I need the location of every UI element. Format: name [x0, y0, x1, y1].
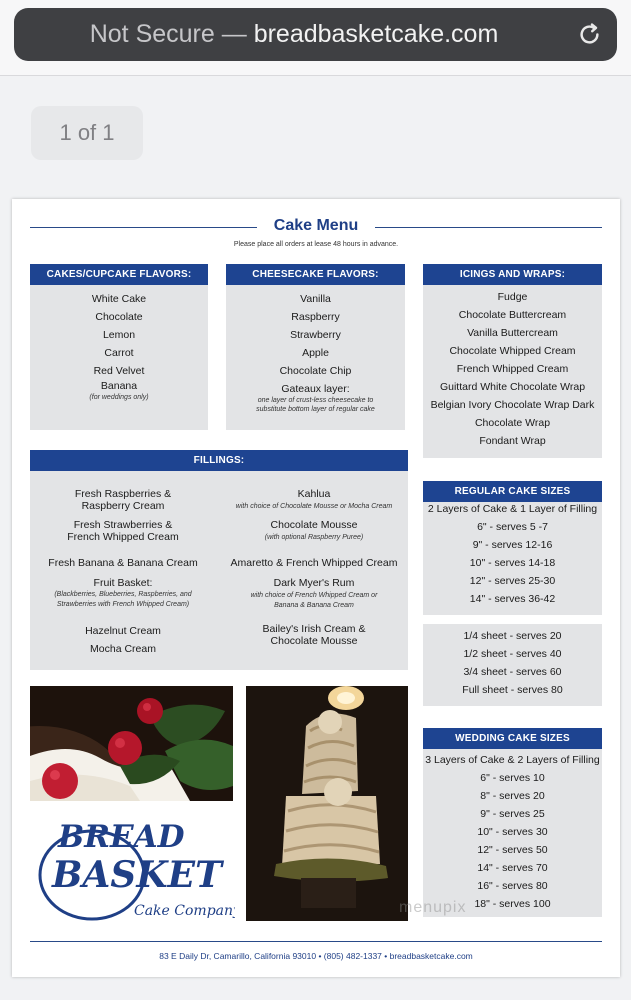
- list-item: 14" - serves 70: [477, 862, 548, 874]
- list-item: 6" - serves 5 -7: [477, 521, 548, 533]
- fillings-header: FILLINGS:: [30, 450, 408, 471]
- filling-item: Hazelnut Cream: [85, 625, 161, 637]
- list-item: Raspberry: [291, 311, 340, 323]
- list-item: Chocolate Chip: [279, 365, 352, 377]
- title-rule-right: [375, 227, 602, 228]
- list-item: 10" - serves 14-18: [469, 557, 556, 569]
- list-item: 16" - serves 80: [477, 880, 548, 892]
- filling-item: Amaretto & French Whipped Cream: [230, 557, 398, 569]
- list-item: 18" - serves 100: [474, 898, 551, 910]
- list-item: Banana: [100, 380, 138, 392]
- sizes-subtitle: 3 Layers of Cake & 2 Layers of Filling: [425, 754, 600, 766]
- raspberry-cake-photo: [30, 686, 233, 801]
- list-item: Fondant Wrap: [479, 435, 546, 447]
- filling-item: Fresh Strawberries &: [73, 519, 173, 531]
- list-item: 8" - serves 20: [480, 790, 545, 802]
- title-row: [30, 217, 602, 239]
- gateaux-note: substitute bottom layer of regular cake: [256, 406, 375, 413]
- filling-item: Fresh Banana & Banana Cream: [48, 557, 198, 569]
- list-item: Belgian Ivory Chocolate Wrap Dark: [430, 399, 595, 411]
- list-item: Strawberry: [290, 329, 341, 341]
- list-item: 9" - serves 25: [480, 808, 545, 820]
- wedding-sizes-header: WEDDING CAKE SIZES: [423, 728, 602, 749]
- page-indicator: 1 of 1: [31, 106, 143, 160]
- filling-item: Chocolate Mousse: [270, 635, 358, 647]
- rum-note: with choice of French Whipped Cream or: [250, 592, 378, 599]
- address-bar[interactable]: [14, 8, 617, 61]
- fruit-basket-note: Strawberries with French Whipped Cream): [56, 601, 190, 608]
- rum-note: Banana & Banana Cream: [274, 602, 354, 609]
- list-item: Guittard White Chocolate Wrap: [439, 381, 586, 393]
- list-item: 1/2 sheet - serves 40: [463, 648, 562, 660]
- chocolate-mousse-note: (with optional Raspberry Puree): [264, 534, 364, 541]
- icings-list: [423, 288, 602, 450]
- list-item: 14" - serves 36-42: [469, 593, 556, 605]
- list-item: 1/4 sheet - serves 20: [463, 630, 562, 642]
- cheesecake-flavors-header: CHEESECAKE FLAVORS:: [226, 264, 405, 285]
- filling-item: Bailey's Irish Cream &: [262, 623, 366, 635]
- filling-item: Chocolate Mousse: [270, 519, 358, 531]
- reload-icon[interactable]: [576, 21, 603, 48]
- bread-basket-logo: [30, 807, 235, 927]
- list-item: Apple: [302, 347, 329, 359]
- browser-toolbar: [0, 0, 631, 76]
- banana-note: (for weddings only): [89, 394, 149, 401]
- list-item: Full sheet - serves 80: [462, 684, 563, 696]
- list-item: 6" - serves 10: [480, 772, 545, 784]
- order-note: Please place all orders at lease 48 hours in advance.: [233, 241, 399, 248]
- list-item: Vanilla Buttercream: [467, 327, 558, 339]
- fruit-basket-note: (Blackberries, Blueberries, Raspberries, and: [54, 591, 192, 598]
- menu-document: [12, 199, 620, 977]
- wedding-sizes-list: [423, 751, 602, 913]
- url-text[interactable]: [14, 8, 574, 61]
- menu-title: Cake Menu: [273, 217, 359, 234]
- regular-sizes-header: REGULAR CAKE SIZES: [423, 481, 602, 502]
- list-item: French Whipped Cream: [456, 363, 569, 375]
- filling-item: Raspberry Cream: [81, 500, 165, 512]
- gateaux-note: one layer of crust-less cheesecake to: [257, 397, 374, 404]
- icings-header: ICINGS AND WRAPS:: [423, 264, 602, 285]
- footer-rule: [30, 941, 602, 942]
- list-item: Fudge: [497, 291, 528, 303]
- filling-item: French Whipped Cream: [67, 531, 179, 543]
- cake-flavors-header: CAKES/CUPCAKE FLAVORS:: [30, 264, 208, 285]
- list-item: 10" - serves 30: [477, 826, 548, 838]
- list-item: Red Velvet: [93, 365, 145, 377]
- cake-flavors-list: [30, 290, 208, 402]
- watermark: menupix: [399, 899, 467, 916]
- list-item: 12" - serves 50: [477, 844, 548, 856]
- list-item: Carrot: [104, 347, 134, 359]
- list-item: 12" - serves 25-30: [469, 575, 556, 587]
- url-separator: —: [214, 20, 254, 48]
- filling-item: Fresh Raspberries &: [74, 488, 172, 500]
- list-item: 9" - serves 12-16: [472, 539, 553, 551]
- list-item: Chocolate Whipped Cream: [449, 345, 576, 357]
- sheet-sizes-list: [423, 627, 602, 699]
- list-item: Vanilla: [300, 293, 331, 305]
- logo-line-basket: BASKET: [52, 854, 222, 896]
- filling-item: Kahlua: [297, 488, 331, 500]
- cheesecake-flavors-list: [226, 290, 405, 414]
- logo-line-bread: BREAD: [58, 819, 185, 855]
- contact-footer: 83 E Daily Dr, Camarillo, California 93010 • (805) 482-1337 • breadbasketcake.com: [159, 951, 473, 961]
- list-item: Lemon: [102, 329, 136, 341]
- security-label: Not Secure: [89, 20, 215, 48]
- regular-sizes-list: [423, 500, 602, 608]
- filling-item: Fruit Basket:: [93, 577, 153, 589]
- list-item: White Cake: [91, 293, 147, 305]
- wedding-cake-photo: [246, 686, 408, 921]
- kahlua-note: with choice of Chocolate Mousse or Mocha Cream: [235, 503, 393, 510]
- filling-item: Mocha Cream: [90, 643, 156, 655]
- list-item: Chocolate: [95, 311, 143, 323]
- logo-tagline: Cake Company: [134, 903, 235, 919]
- sizes-subtitle: 2 Layers of Cake & 1 Layer of Filling: [427, 503, 598, 515]
- url-domain: breadbasketcake.com: [253, 20, 499, 48]
- list-item: 3/4 sheet - serves 60: [463, 666, 562, 678]
- list-item: Gateaux layer:: [281, 383, 350, 395]
- list-item: Chocolate Buttercream: [458, 309, 567, 321]
- filling-item: Dark Myer's Rum: [273, 577, 355, 589]
- list-item: Chocolate Wrap: [474, 417, 551, 429]
